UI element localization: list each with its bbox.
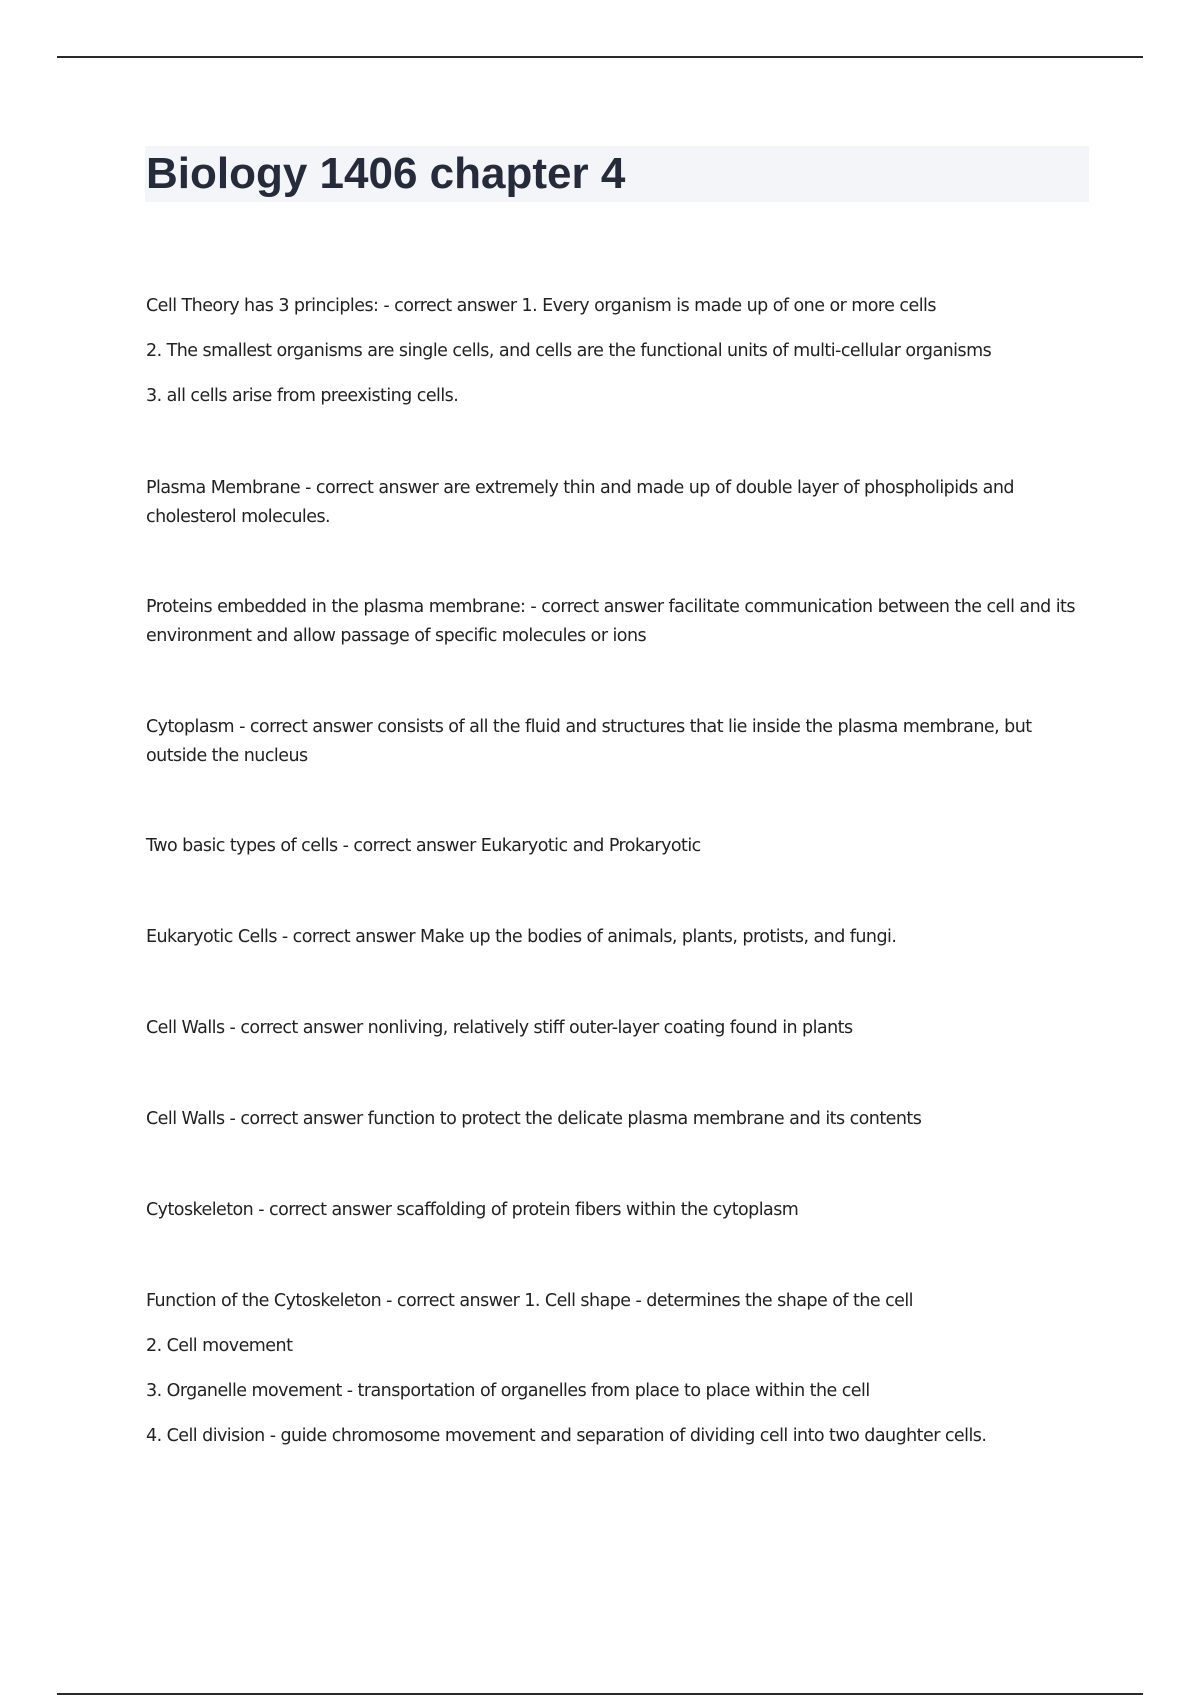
entry-membrane-proteins [146,593,1076,651]
entry-text: Eukaryotic Cells - correct answer Make up the bodies of animals, plants, protists, and fungi. [146,927,897,947]
entry-line: Cell Theory has 3 principles: - correct answer 1. Every organism is made up of one or more cells [146,296,936,316]
entry-line: 3. all cells arise from preexisting cells. [146,386,459,406]
entry-eukaryotic-cells [146,923,1076,952]
entry-text: Proteins embedded in the plasma membrane: - correct answer facilitate communication between the cell and its environment and allow passage of specific molecules or ions [146,597,1075,646]
bottom-rule [57,1693,1143,1695]
entry-cell-walls [146,1014,1076,1043]
top-rule [57,56,1143,58]
entry-cytoskeleton-function [146,1287,1076,1446]
entry-text: Cell Walls - correct answer nonliving, relatively stiff outer-layer coating found in plants [146,1018,853,1038]
entry-line: Function of the Cytoskeleton - correct answer 1. Cell shape - determines the shape of the cell [146,1291,913,1311]
document-title: Biology 1406 chapter 4 [146,149,626,198]
document-body [146,292,1076,1446]
entry-text: Cytoskeleton - correct answer scaffolding of protein fibers within the cytoplasm [146,1200,799,1220]
entry-text: Cytoplasm - correct answer consists of all the fluid and structures that lie inside the plasma membrane, but outside the nucleus [146,717,1032,766]
entry-text: Cell Walls - correct answer function to protect the delicate plasma membrane and its contents [146,1109,922,1129]
entry-cytoplasm [146,713,1076,771]
entry-cell-walls-function [146,1105,1076,1134]
entry-cell-types [146,832,1076,861]
entry-line: 3. Organelle movement - transportation of organelles from place to place within the cell [146,1381,870,1401]
entry-line: 2. Cell movement [146,1336,293,1356]
entry-cell-theory [146,292,1076,406]
entry-text: Two basic types of cells - correct answer Eukaryotic and Prokaryotic [146,836,701,856]
entry-line: 4. Cell division - guide chromosome movement and separation of dividing cell into two daughter cells. [146,1426,987,1446]
entry-cytoskeleton [146,1196,1076,1225]
entry-line: 2. The smallest organisms are single cells, and cells are the functional units of multi-cellular organisms [146,341,992,361]
entry-text: Plasma Membrane - correct answer are extremely thin and made up of double layer of phospholipids and cholesterol molecules. [146,478,1014,527]
entry-plasma-membrane [146,474,1076,532]
